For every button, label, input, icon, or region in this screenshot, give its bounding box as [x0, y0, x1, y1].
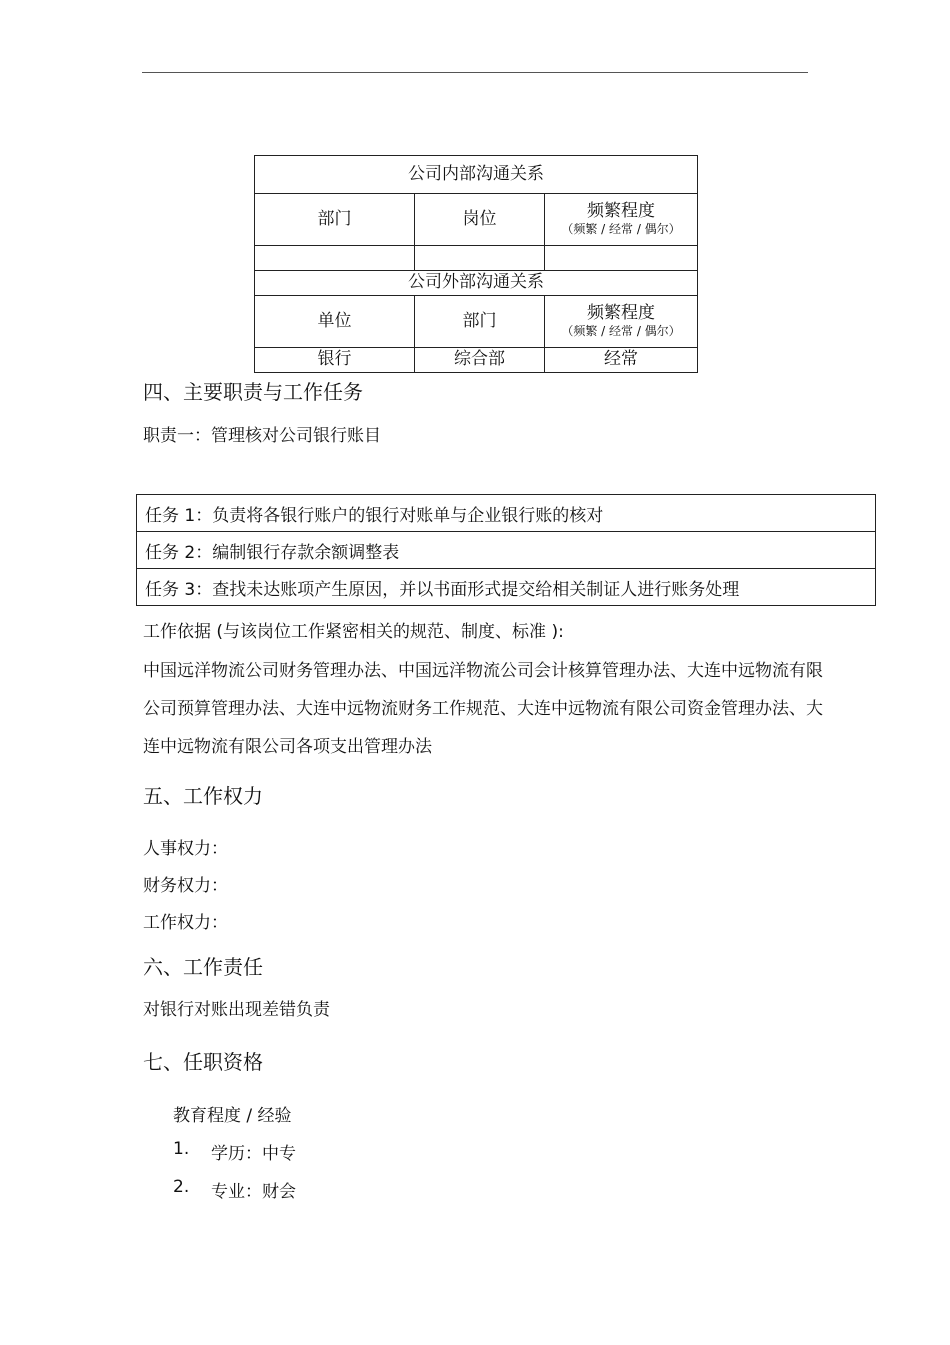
external-cell-dept: 综合部: [415, 348, 545, 373]
internal-header-frequency: [545, 194, 698, 246]
internal-header-post: 岗位: [415, 194, 545, 246]
internal-empty-cell: [255, 246, 415, 271]
frequency-label: 频繁程度: [587, 200, 656, 221]
internal-title: 公司内部沟通关系: [255, 156, 698, 194]
external-header-frequency: [545, 296, 698, 348]
power-finance: 财务权力：: [143, 876, 228, 896]
section-5-heading: 五、工作权力: [143, 784, 263, 808]
list-number: 2.: [173, 1177, 190, 1197]
major-item: 专业：财会: [211, 1182, 296, 1202]
frequency-options: （频繁 / 经常 / 偶尔）: [561, 222, 681, 237]
task-item: 任务 3：查找未达账项产生原因，并以书面形式提交给相关制证人进行账务处理: [137, 569, 876, 606]
section-6-heading: 六、工作责任: [143, 955, 263, 979]
external-title: 公司外部沟通关系: [255, 271, 698, 296]
internal-empty-cell: [415, 246, 545, 271]
frequency-options: （频繁 / 经常 / 偶尔）: [561, 324, 681, 339]
duty-one: 职责一：管理核对公司银行账目: [143, 426, 381, 446]
header-rule: [142, 72, 808, 73]
section-7-heading: 七、任职资格: [143, 1050, 263, 1074]
communication-table: [254, 155, 698, 373]
task-item: 任务 2：编制银行存款余额调整表: [137, 532, 876, 569]
external-header-dept: 部门: [415, 296, 545, 348]
external-cell-unit: 银行: [255, 348, 415, 373]
external-cell-frequency: 经常: [545, 348, 698, 373]
list-number: 1.: [173, 1139, 190, 1159]
frequency-label: 频繁程度: [587, 302, 656, 323]
responsibility-text: 对银行对账出现差错负责: [143, 1000, 330, 1020]
work-basis-text: 中国远洋物流公司财务管理办法、中国远洋物流公司会计核算管理办法、大连中远物流有限公司预算管理办法、大连中远物流财务工作规范、大连中远物流有限公司资金管理办法、大连中远物流有限公司各项支出管理办法: [143, 661, 823, 757]
work-basis-label: 工作依据 (与该岗位工作紧密相关的规范、制度、标准 ):: [143, 622, 564, 642]
task-table: [136, 494, 876, 606]
power-work: 工作权力：: [143, 913, 228, 933]
external-header-unit: 单位: [255, 296, 415, 348]
power-personnel: 人事权力：: [143, 839, 228, 859]
task-item: 任务 1：负责将各银行账户的银行对账单与企业银行账的核对: [137, 495, 876, 532]
section-4-heading: 四、主要职责与工作任务: [143, 380, 363, 404]
internal-header-dept: 部门: [255, 194, 415, 246]
internal-empty-cell: [545, 246, 698, 271]
education-item: 学历：中专: [211, 1144, 296, 1164]
education-subheading: 教育程度 / 经验: [173, 1106, 292, 1126]
